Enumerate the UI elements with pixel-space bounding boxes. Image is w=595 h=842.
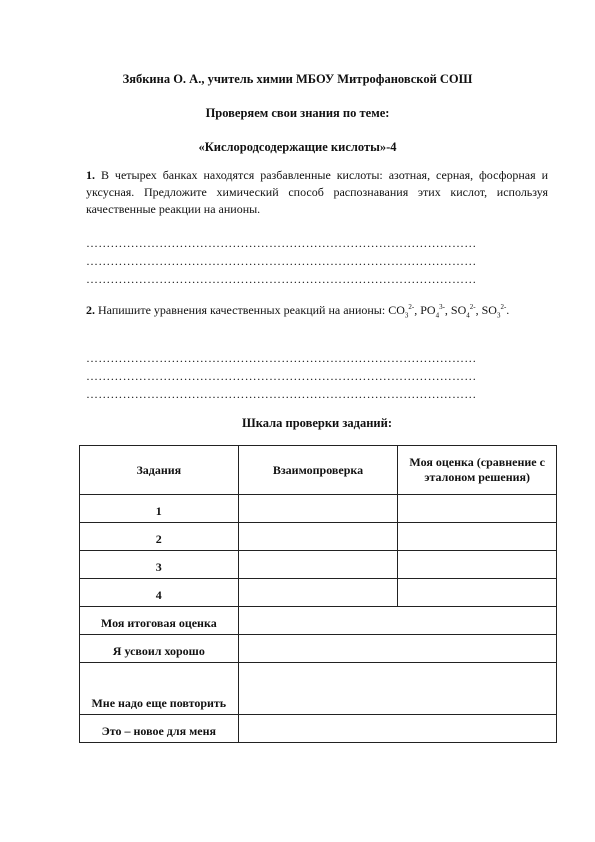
answer-line-1-1: ……………………………………………………………………………………	[86, 236, 477, 250]
table-row	[80, 495, 557, 523]
co3-charge: 2-	[408, 303, 415, 311]
task-1	[86, 167, 548, 218]
summary-label: Моя итоговая оценка	[80, 607, 239, 635]
summary-row	[80, 663, 557, 715]
po4-text: , PO	[414, 303, 436, 317]
summary-label: Я усвоил хорошо	[80, 635, 239, 663]
header-tasks: Задания	[80, 446, 239, 495]
grading-table	[79, 445, 557, 743]
task-1-text: В четырех банках находятся разбавленные кислоты: азотная, серная, фосфорная и уксусная. Предложите химический способ распознавания этих кислот, используя качественные реакции на анионы.	[86, 168, 548, 216]
self-assessment-cell[interactable]	[398, 579, 557, 607]
peer-review-cell[interactable]	[238, 523, 398, 551]
so4-charge: 2-	[469, 303, 476, 311]
summary-row	[80, 715, 557, 743]
self-assessment-cell[interactable]	[398, 523, 557, 551]
table-header-row	[80, 446, 557, 495]
answer-line-2-1: ……………………………………………………………………………………	[86, 351, 477, 365]
task-2-number: 2.	[86, 303, 95, 317]
author-line: Зябкина О. А., учитель химии МБОУ Митрофановской СОШ	[122, 72, 473, 86]
task-number-cell: 2	[80, 523, 239, 551]
peer-review-cell[interactable]	[238, 551, 398, 579]
task-2	[86, 299, 548, 324]
so4-text: , SO	[444, 303, 467, 317]
so4-subscript: 4	[466, 311, 470, 320]
so3-subscript: 3	[496, 311, 501, 320]
task-number-cell: 1	[80, 495, 239, 523]
summary-answer-cell[interactable]	[238, 715, 556, 743]
po4-charge: 3-	[439, 303, 445, 311]
topic-title: «Кислородсодержащие кислоты»-4	[198, 140, 397, 154]
summary-label: Мне надо еще повторить	[80, 663, 239, 715]
summary-row	[80, 607, 557, 635]
scale-title: Шкала проверки заданий:	[242, 416, 392, 430]
peer-review-cell[interactable]	[238, 579, 398, 607]
peer-review-cell[interactable]	[238, 495, 398, 523]
summary-row	[80, 635, 557, 663]
intro-line: Проверяем свои знания по теме:	[205, 106, 390, 120]
answer-line-2-3: ……………………………………………………………………………………	[86, 387, 477, 401]
task-number-cell: 4	[80, 579, 239, 607]
so3-text: , SO	[475, 303, 497, 317]
summary-label: Это – новое для меня	[80, 715, 239, 743]
table-row	[80, 523, 557, 551]
table-row	[80, 551, 557, 579]
table-row	[80, 579, 557, 607]
co3-subscript: 3	[404, 311, 409, 320]
answer-line-2-2: ……………………………………………………………………………………	[86, 369, 477, 383]
self-assessment-cell[interactable]	[398, 551, 557, 579]
summary-answer-cell[interactable]	[238, 607, 556, 635]
so3-charge: 2-	[500, 303, 507, 311]
header-self-assessment: Моя оценка (сравнение с эталоном решения)	[398, 446, 557, 495]
answer-line-1-2: ……………………………………………………………………………………	[86, 254, 477, 268]
self-assessment-cell[interactable]	[398, 495, 557, 523]
answer-line-1-3: ……………………………………………………………………………………	[86, 272, 477, 286]
task-2-end: .	[506, 303, 510, 317]
task-2-text: Напишите уравнения качественных реакций на анионы: CO	[98, 303, 405, 317]
summary-answer-cell[interactable]	[238, 635, 556, 663]
summary-answer-cell[interactable]	[238, 663, 556, 715]
po4-subscript: 4	[435, 311, 440, 320]
task-1-number: 1.	[86, 168, 95, 182]
task-number-cell: 3	[80, 551, 239, 579]
header-peer-review: Взаимопроверка	[238, 446, 398, 495]
